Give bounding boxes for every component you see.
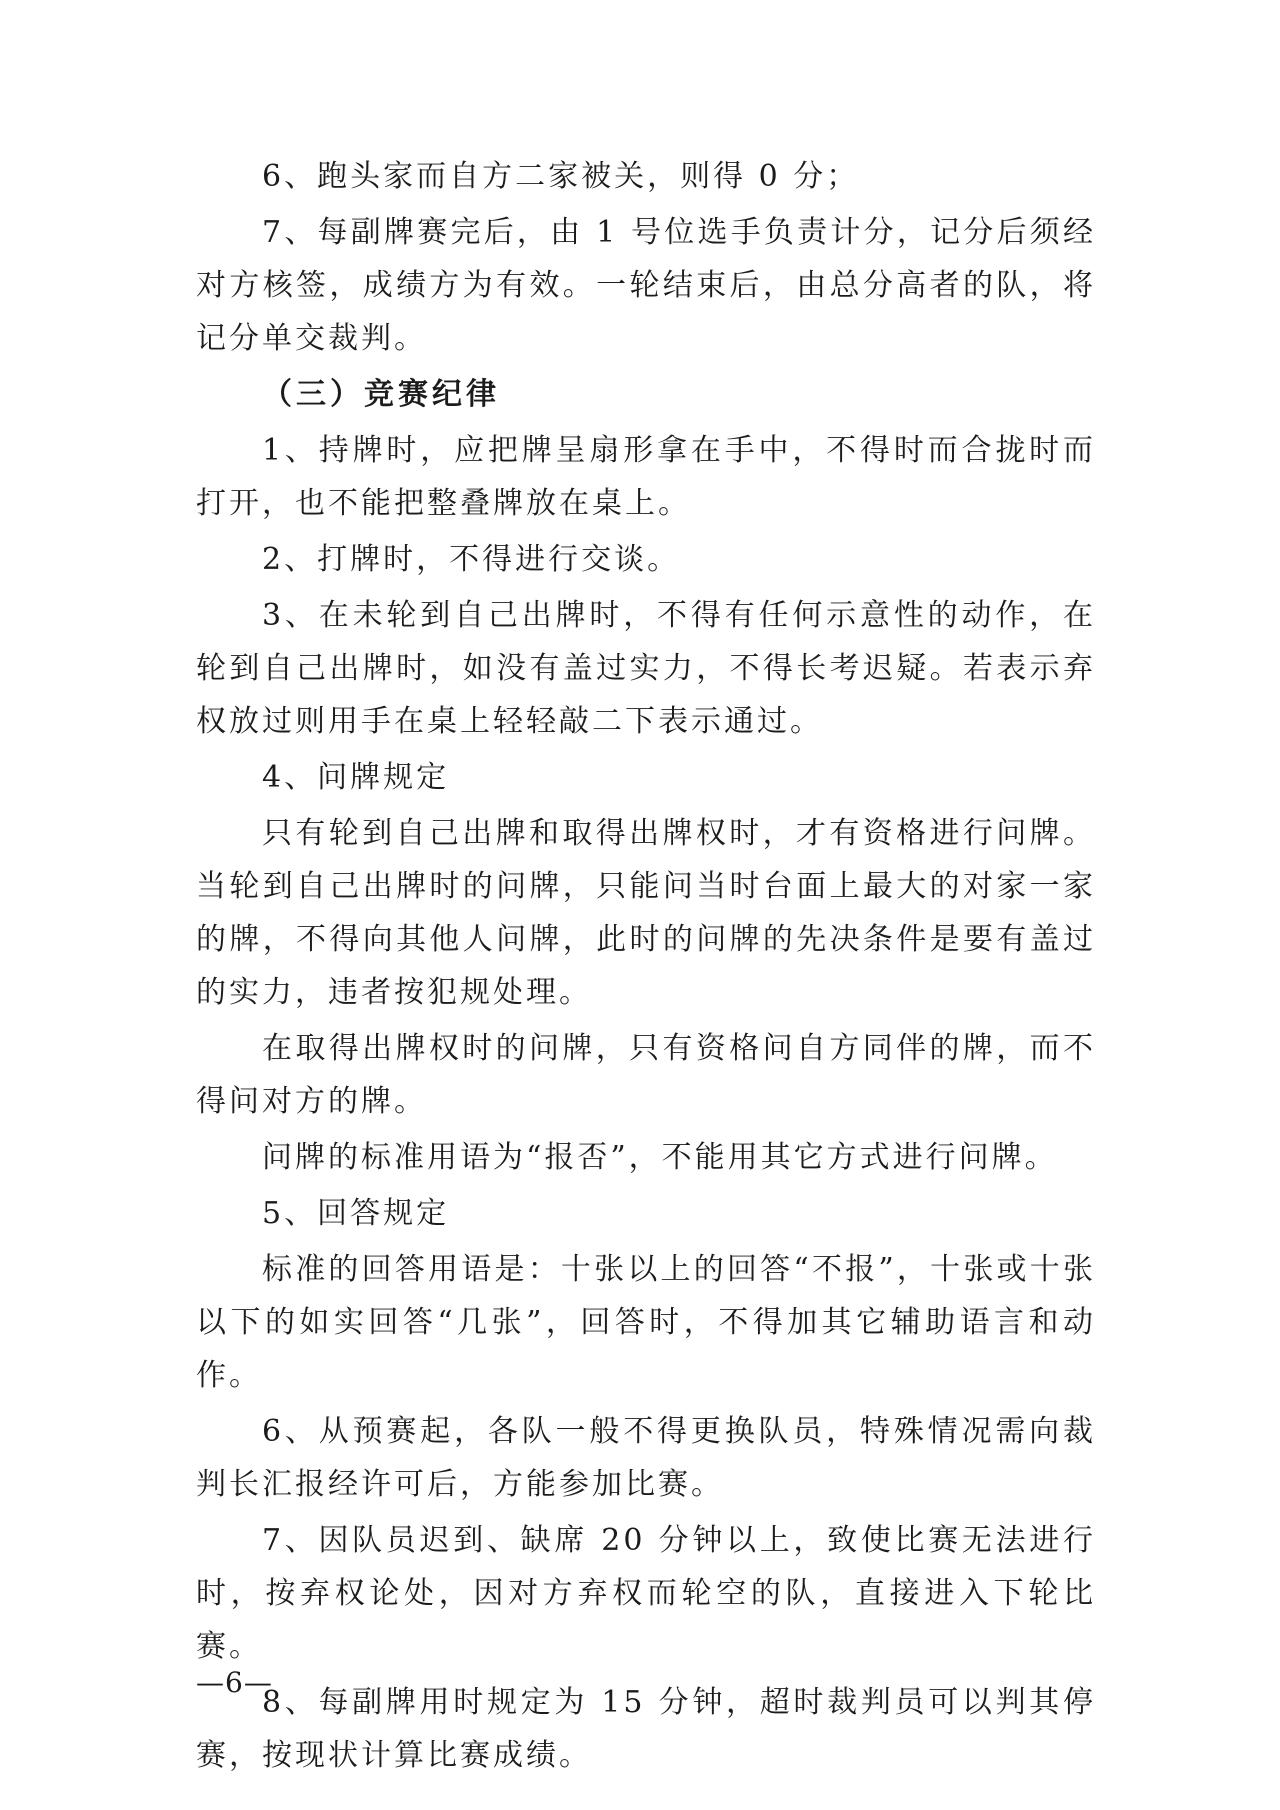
paragraph-discipline-5-title: 5、回答规定: [262, 1196, 450, 1231]
page-number: —6—: [196, 1666, 273, 1699]
paragraph-scoring-rule-7: 7、每副牌赛完后，由 1 号位选手负责计分，记分后须经对方核签，成绩方为有效。一轮结束后，由总分高者的队，将记分单交裁判。: [196, 215, 1096, 356]
paragraph-ask-rule-2: 在取得出牌权时的问牌，只有资格问自方同伴的牌，而不得问对方的牌。: [196, 1031, 1096, 1119]
document-body: [196, 150, 1096, 1782]
paragraph-discipline-1: 1、持牌时，应把牌呈扇形拿在手中，不得时而合拢时而打开，也不能把整叠牌放在桌上。: [196, 433, 1096, 521]
paragraph-discipline-7: 7、因队员迟到、缺席 20 分钟以上，致使比赛无法进行时，按弃权论处，因对方弃权而轮空的队，直接进入下轮比赛。: [196, 1523, 1096, 1664]
paragraph-discipline-2: 2、打牌时，不得进行交谈。: [262, 542, 681, 577]
paragraph-answer-rule: 标准的回答用语是：十张以上的回答“不报”，十张或十张以下的如实回答“几张”，回答时，不得加其它辅助语言和动作。: [196, 1252, 1096, 1393]
paragraph-ask-rule-3: 问牌的标准用语为“报否”，不能用其它方式进行问牌。: [262, 1140, 1058, 1175]
paragraph-scoring-rule-6: 6、跑头家而自方二家被关，则得 0 分；: [262, 159, 860, 194]
paragraph-discipline-3: 3、在未轮到自己出牌时，不得有任何示意性的动作，在轮到自己出牌时，如没有盖过实力，不得长考迟疑。若表示弃权放过则用手在桌上轻轻敲二下表示通过。: [196, 598, 1096, 739]
paragraph-ask-rule-1: 只有轮到自己出牌和取得出牌权时，才有资格进行问牌。当轮到自己出牌时的问牌，只能问当时台面上最大的对家一家的牌，不得向其他人问牌，此时的问牌的先决条件是要有盖过的实力，违者按犯规处理。: [196, 816, 1096, 1010]
paragraph-discipline-4-title: 4、问牌规定: [262, 760, 450, 795]
paragraph-discipline-8: 8、每副牌用时规定为 15 分钟，超时裁判员可以判其停赛，按现状计算比赛成绩。: [196, 1685, 1096, 1773]
section-heading-discipline: （三）竞赛纪律: [262, 377, 500, 412]
paragraph-discipline-6: 6、从预赛起，各队一般不得更换队员，特殊情况需向裁判长汇报经许可后，方能参加比赛。: [196, 1414, 1096, 1502]
